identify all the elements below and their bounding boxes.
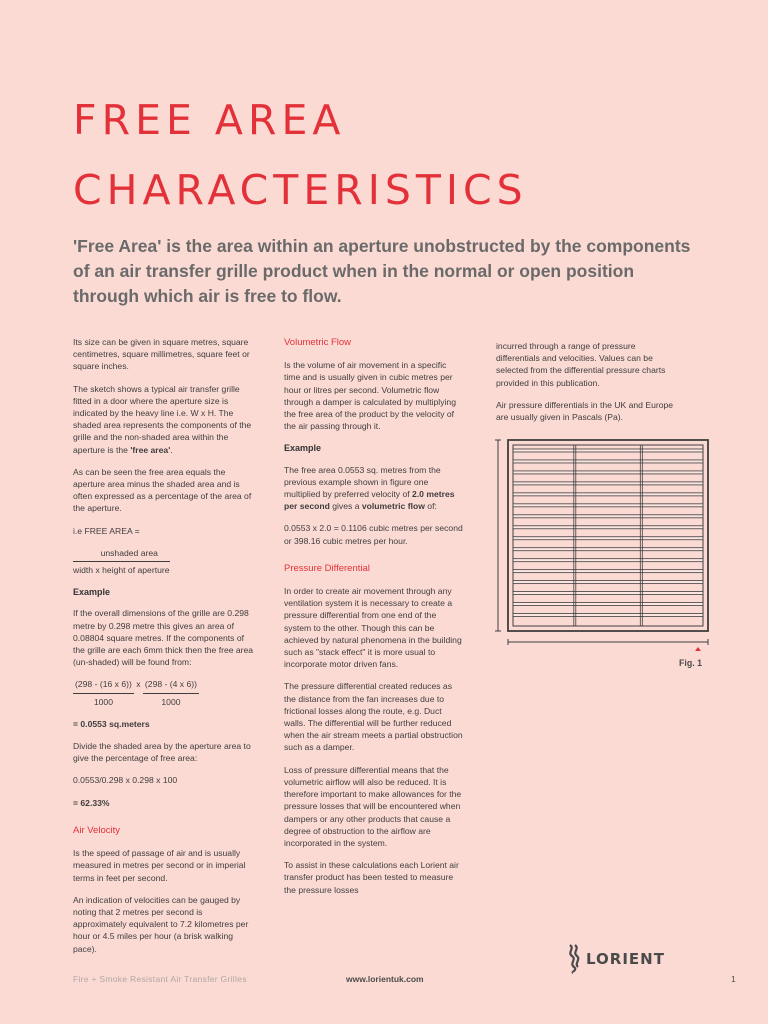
fraction	[143, 678, 199, 707]
paragraph: Divide the shaded area by the aperture area to give the percentage of free area:	[73, 741, 251, 764]
intro-paragraph: 'Free Area' is the area within an aperture unobstructed by the components of an air transfer grille product when in the normal or open position through which air is free to flow.	[73, 236, 691, 306]
grille-slat	[513, 471, 703, 474]
paragraph: incurred through a range of pressure differentials and velocities. Values can be selected from the differential pressure charts provided in this publication.	[496, 341, 666, 388]
footer-product-line: Fire + Smoke Resistant Air Transfer Grilles	[73, 974, 247, 984]
paragraph: 0.0553 x 2.0 = 0.1106 cubic metres per second or 398.16 cubic metres per hour.	[284, 523, 463, 546]
bold-text: volumetric flow	[361, 501, 425, 512]
example-heading: Example	[284, 443, 322, 454]
pressure-differential-heading: Pressure Differential	[284, 562, 370, 574]
formula-denominator: width x height of aperture	[73, 565, 170, 576]
calculation	[73, 678, 258, 707]
formula-label: i.e FREE AREA =	[73, 525, 140, 536]
paragraph: Its size can be given in square metres, square centimetres, square millimetres, square feet or square inches.	[73, 337, 250, 372]
grille-slat	[513, 614, 703, 617]
paragraph: To assist in these calculations each Lorient air transfer product has been tested to measure the pressure losses	[284, 860, 459, 895]
grille-slat	[513, 559, 703, 562]
grille-slat	[513, 449, 703, 452]
paragraph: An indication of velocities can be gauged by noting that 2 metres per second is approximately equivalent to 7.2 kilometres per hour or 4.5 miles per hour (a brisk walking pace).	[73, 894, 249, 954]
text: gives a	[329, 501, 362, 512]
grille-slat	[513, 460, 703, 463]
text: of:	[424, 501, 437, 512]
lorient-logo	[567, 944, 665, 974]
times-sign: x	[133, 679, 143, 690]
paragraph: In order to create air movement through any ventilation system it is necessary to create a pressure differential from one end of the system to the other. Though this can be achieved by natural phenomena in the building such as "stack effect" it is more usual to incorporate motor driven fans.	[284, 586, 462, 670]
paragraph	[73, 383, 258, 456]
free-area-formula	[73, 547, 258, 576]
lorient-logo-text: LORIENT	[586, 950, 665, 968]
grille-slat	[513, 493, 703, 496]
bold-text: 2.0 metres per second	[284, 489, 455, 512]
paragraph: Is the speed of passage of air and is usually measured in metres per second or in imperial terms in feet per second.	[73, 848, 246, 883]
paragraph: Air pressure differentials in the UK and Europe are usually given in Pascals (Pa).	[496, 399, 674, 423]
denominator: 1000	[161, 696, 181, 707]
fraction	[73, 678, 134, 707]
formula-fraction	[73, 547, 170, 576]
grille-slat	[513, 581, 703, 584]
denominator: 1000	[93, 696, 113, 707]
example-heading: Example	[73, 587, 111, 598]
bold-text: 'free area'	[130, 444, 171, 455]
grille-slat	[513, 482, 703, 485]
grille-slat	[513, 515, 703, 518]
numerator: (298 - (16 x 6))	[73, 678, 134, 693]
grille-slat	[513, 504, 703, 507]
volumetric-flow-heading: Volumetric Flow	[284, 337, 352, 348]
result: = 62.33%	[73, 797, 110, 808]
grille-slat	[513, 526, 703, 529]
calculation-text: 0.0553/0.298 x 0.298 x 100	[73, 775, 178, 786]
air-velocity-heading: Air Velocity	[73, 824, 120, 836]
page-number: 1	[731, 974, 736, 984]
paragraph: Is the volume of air movement in a specific time and is usually given in cubic metres per hour or litres per second. Volumetric flow through a damper is calculated by multiplying the free area of the product by the velocity of the air passing through it.	[284, 360, 456, 432]
grille-slat	[513, 592, 703, 595]
text: .	[170, 444, 173, 455]
numerator: (298 - (4 x 6))	[143, 678, 199, 693]
footer-website-link[interactable]: www.lorientuk.com	[346, 974, 424, 984]
grille-slat	[513, 537, 703, 540]
paragraph: As can be seen the free area equals the aperture area minus the shaded area and is often expressed as a percentage of the area of the aperture.	[73, 466, 252, 514]
paragraph: The pressure differential created reduces as the distance from the fan increases due to frictional losses along the route, e.g. Duct walls. The differential will be further reduced when the air stream meets a partial obstruction such as a damper.	[284, 681, 463, 753]
grille-diagram	[494, 435, 714, 655]
text: The sketch shows a typical air transfer grille fitted in a door where the aperture size is indicated by the heavy line i.e. W x H. The shaded area represents the components of the grille and the non-shaded area within the aperture is the	[73, 383, 252, 455]
text: The free area 0.0553 sq. metres from the previous example shown in figure one multiplied by preferred velocity of	[284, 464, 441, 500]
paragraph	[284, 464, 464, 513]
column-middle	[284, 337, 464, 906]
page-title-line-1: FREE AREA	[73, 96, 346, 144]
grille-slat	[513, 570, 703, 573]
figure-marker	[695, 647, 701, 651]
formula-numerator: unshaded area	[73, 547, 170, 562]
result: = 0.0553 sq.meters	[73, 718, 150, 729]
paragraph: Loss of pressure differential means that the volumetric airflow will also be reduced. It is therefore important to make allowances for the pressure losses that will be encountered when dampers or any other products that cause a degree of obstruction to the airflow are incorporated in the system.	[284, 764, 462, 848]
lorient-logo-icon	[567, 944, 581, 974]
figure-label: Fig. 1	[679, 658, 702, 668]
grille-slat	[513, 548, 703, 551]
column-right	[496, 340, 676, 433]
column-left	[73, 336, 258, 965]
page-title-line-2: CHARACTERISTICS	[73, 166, 528, 214]
grille-slat	[513, 603, 703, 606]
paragraph: If the overall dimensions of the grille are 0.298 metre by 0.298 metre this gives an area of 0.08804 square metres. If the components of the grille are each 6mm thick then the free area (un-shaded) will be found from:	[73, 608, 254, 668]
